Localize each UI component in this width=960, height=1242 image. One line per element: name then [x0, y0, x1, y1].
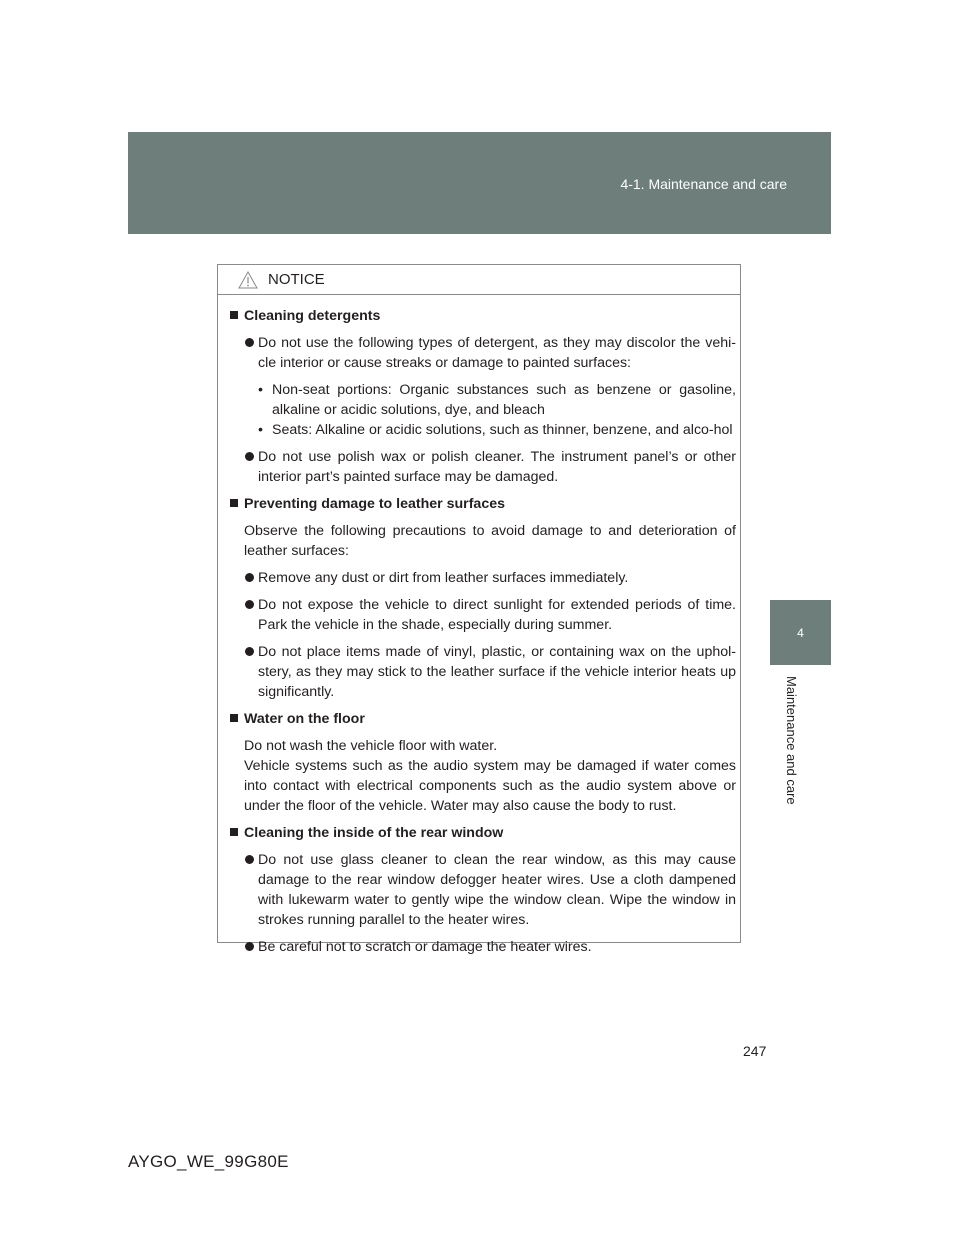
warning-triangle-icon: [238, 271, 258, 289]
list-item-text: Do not use the following types of detergent, as they may discolor the vehi-cle interior or cause streaks or damage to painted surfaces:: [258, 335, 736, 371]
sub-list: [230, 380, 736, 440]
paragraph-line: Vehicle systems such as the audio system may be damaged if water comes into contact with electrical components such as the audio system above or under the floor of the vehicle. Water may also cause the body to rust.: [244, 758, 736, 814]
document-code: AYGO_WE_99G80E: [128, 1152, 289, 1171]
list-item-text: Be careful not to scratch or damage the heater wires.: [258, 939, 592, 955]
notice-body: [218, 295, 740, 957]
list-item: [244, 447, 736, 487]
notice-header: [218, 265, 740, 295]
sub-list-item-text: Seats: Alkaline or acidic solutions, such as thinner, benzene, and alco-hol: [272, 422, 733, 438]
list-item: [244, 333, 736, 373]
paragraph: Observe the following precautions to avoid damage to and deterioration of leather surfaces:: [244, 523, 736, 559]
sub-list-item-text: Non-seat portions: Organic substances such as benzene or gasoline, alkaline or acidic solutions, dye, and bleach: [272, 382, 736, 418]
paragraph-line: Do not wash the vehicle floor with water.: [244, 738, 498, 754]
section-heading-text: Cleaning detergents: [244, 308, 381, 324]
chapter-number: 4: [797, 625, 804, 640]
square-bullet-icon: [230, 823, 240, 843]
notice-title: NOTICE: [268, 271, 325, 288]
square-bullet-icon: [230, 709, 240, 729]
list-item: [244, 595, 736, 635]
paragraph: [244, 736, 736, 816]
list-item-text: Do not place items made of vinyl, plastic, or containing wax on the uphol-stery, as they may stick to the leather surface if the vehicle interior heats up significantly.: [258, 644, 736, 700]
sub-list-item: [258, 420, 736, 440]
list-item: [244, 642, 736, 702]
header-bar: [128, 132, 831, 234]
square-bullet-icon: [230, 306, 240, 326]
sub-list-item: [258, 380, 736, 420]
list-item: [244, 850, 736, 930]
section-heading: [230, 709, 736, 729]
round-bullet-icon: [244, 850, 256, 930]
list-item: [244, 568, 736, 588]
round-bullet-icon: [244, 595, 256, 635]
round-bullet-icon: [244, 642, 256, 702]
round-bullet-icon: [244, 937, 256, 957]
sub-bullet-mark: •: [258, 422, 263, 438]
list-item-text: Do not use polish wax or polish cleaner. The instrument panel’s or other interior part’s painted surface may be damaged.: [258, 449, 736, 485]
list-item: [244, 937, 736, 957]
notice-box: [217, 264, 741, 955]
list-item-text: Do not expose the vehicle to direct sunlight for extended periods of time. Park the vehicle in the shade, especially during summer.: [258, 597, 736, 633]
page-number: 247: [743, 1043, 767, 1059]
section-heading-text: Cleaning the inside of the rear window: [244, 825, 504, 841]
round-bullet-icon: [244, 447, 256, 487]
square-bullet-icon: [230, 494, 240, 514]
section-heading: [230, 823, 736, 843]
section-heading-text: Preventing damage to leather surfaces: [244, 496, 505, 512]
list-item-text: Remove any dust or dirt from leather surfaces immediately.: [258, 570, 629, 586]
chapter-tab: [770, 600, 831, 665]
round-bullet-icon: [244, 333, 256, 373]
section-heading: [230, 494, 736, 514]
section-heading-text: Water on the floor: [244, 711, 365, 727]
chapter-label: Maintenance and care: [784, 676, 799, 805]
list-item-text: Do not use glass cleaner to clean the rear window, as this may cause damage to the rear window defogger heater wires. Use a cloth dampened with lukewarm water to gently wipe the window clean. Wipe the window in strokes running parallel to the heater wires.: [258, 852, 736, 928]
sub-bullet-mark: •: [258, 382, 263, 398]
round-bullet-icon: [244, 568, 256, 588]
section-heading: [230, 306, 736, 326]
section-title: 4-1. Maintenance and care: [620, 176, 787, 192]
